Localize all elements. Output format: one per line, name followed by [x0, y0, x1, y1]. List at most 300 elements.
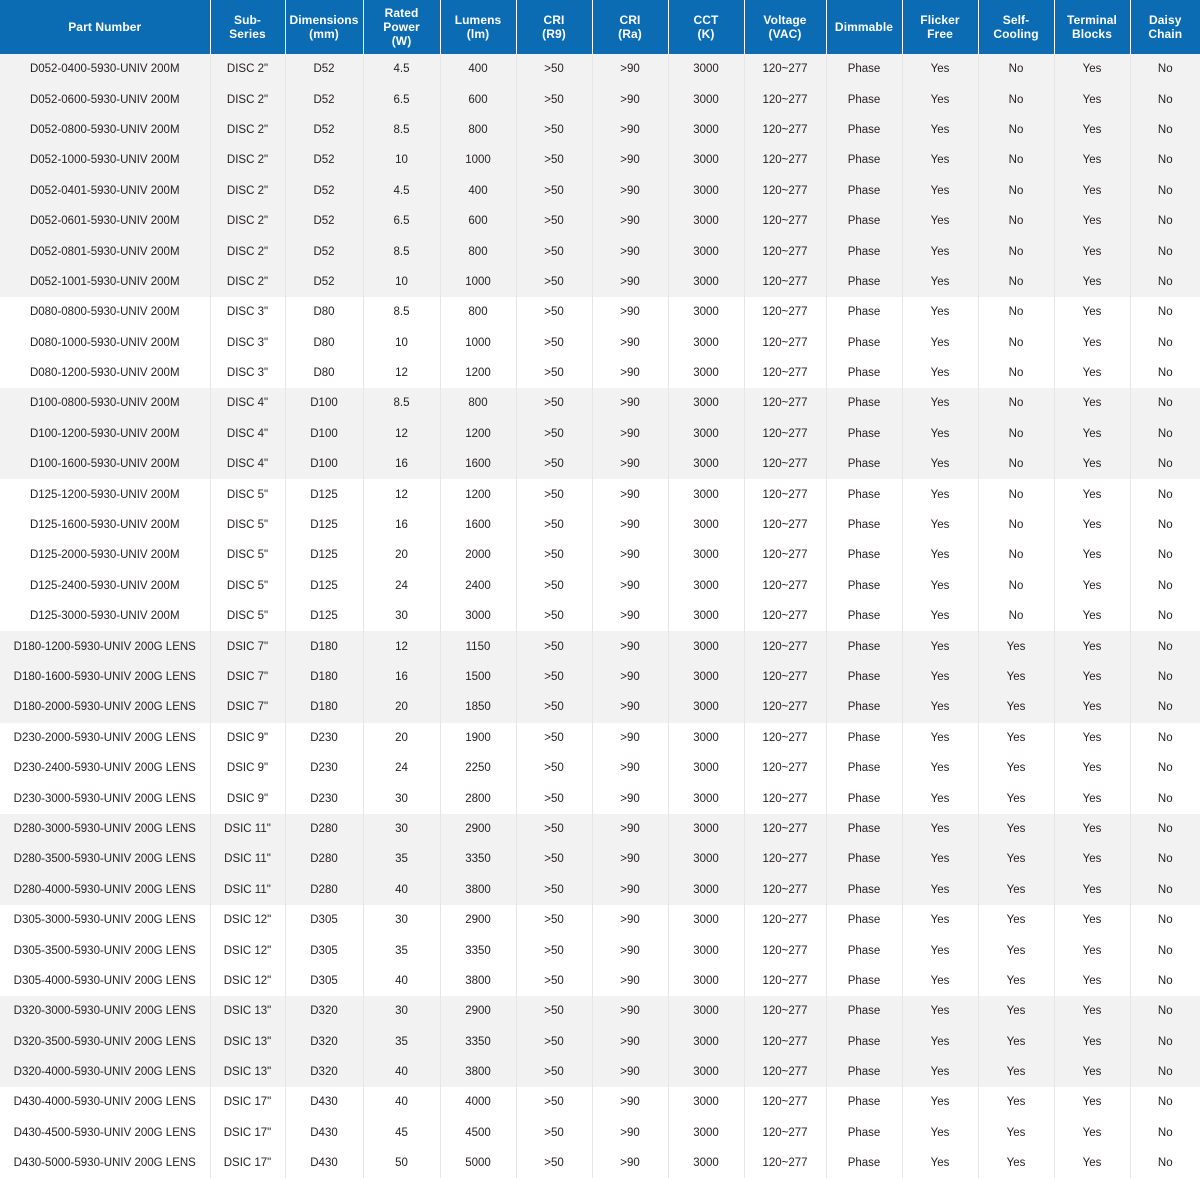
- column-header-cct[interactable]: [668, 0, 744, 54]
- cell-dimmable: Phase: [826, 966, 902, 996]
- cell-lumens: 3350: [440, 1027, 516, 1057]
- cell-lumens: 1150: [440, 631, 516, 661]
- cell-lumens: 3000: [440, 601, 516, 631]
- cell-part_number: D180-1600-5930-UNIV 200G LENS: [0, 662, 210, 692]
- cell-self_cooling: Yes: [978, 996, 1054, 1026]
- cell-daisy_chain: No: [1130, 479, 1200, 509]
- table-row[interactable]: [0, 84, 1200, 114]
- cell-dimmable: Phase: [826, 54, 902, 84]
- cell-dimensions: D52: [285, 176, 363, 206]
- cell-sub_series: DISC 3": [210, 358, 285, 388]
- column-header-line: Terminal: [1067, 12, 1117, 27]
- cell-rated_power: 12: [363, 479, 440, 509]
- cell-cri_ra: >90: [592, 875, 668, 905]
- cell-dimmable: Phase: [826, 540, 902, 570]
- column-header-line: Series: [229, 27, 266, 41]
- cell-part_number: D052-0600-5930-UNIV 200M: [0, 84, 210, 114]
- cell-daisy_chain: No: [1130, 571, 1200, 601]
- cell-daisy_chain: No: [1130, 601, 1200, 631]
- cell-terminal_blocks: Yes: [1054, 631, 1130, 661]
- cell-cri_r9: >50: [516, 1087, 592, 1117]
- cell-dimensions: D230: [285, 753, 363, 783]
- column-header-line: Power: [383, 19, 420, 34]
- cell-rated_power: 45: [363, 1118, 440, 1148]
- cell-flicker_free: Yes: [902, 966, 978, 996]
- cell-terminal_blocks: Yes: [1054, 662, 1130, 692]
- column-header-cri_ra[interactable]: [592, 0, 668, 54]
- cell-terminal_blocks: Yes: [1054, 753, 1130, 783]
- cell-cri_ra: >90: [592, 601, 668, 631]
- cell-terminal_blocks: Yes: [1054, 328, 1130, 358]
- cell-terminal_blocks: Yes: [1054, 176, 1130, 206]
- table-row[interactable]: [0, 297, 1200, 327]
- cell-lumens: 2900: [440, 996, 516, 1026]
- cell-part_number: D280-3000-5930-UNIV 200G LENS: [0, 814, 210, 844]
- table-row[interactable]: [0, 358, 1200, 388]
- cell-sub_series: DSIC 7": [210, 662, 285, 692]
- cell-self_cooling: No: [978, 176, 1054, 206]
- cell-flicker_free: Yes: [902, 358, 978, 388]
- cell-sub_series: DSIC 12": [210, 935, 285, 965]
- table-row[interactable]: [0, 510, 1200, 540]
- cell-cri_r9: >50: [516, 966, 592, 996]
- cell-cct: 3000: [668, 1027, 744, 1057]
- cell-voltage: 120~277: [744, 1057, 826, 1087]
- column-header-part_number[interactable]: [0, 0, 210, 54]
- table-row[interactable]: [0, 54, 1200, 84]
- cell-dimmable: Phase: [826, 875, 902, 905]
- cell-cri_r9: >50: [516, 358, 592, 388]
- cell-voltage: 120~277: [744, 783, 826, 813]
- cell-daisy_chain: No: [1130, 935, 1200, 965]
- cell-self_cooling: No: [978, 54, 1054, 84]
- cell-flicker_free: Yes: [902, 905, 978, 935]
- column-header-lumens[interactable]: [440, 0, 516, 54]
- cell-sub_series: DISC 3": [210, 328, 285, 358]
- cell-cct: 3000: [668, 631, 744, 661]
- cell-self_cooling: No: [978, 328, 1054, 358]
- cell-dimmable: Phase: [826, 783, 902, 813]
- cell-cri_ra: >90: [592, 1118, 668, 1148]
- cell-cri_ra: >90: [592, 176, 668, 206]
- cell-lumens: 3350: [440, 935, 516, 965]
- table-row[interactable]: [0, 631, 1200, 661]
- cell-terminal_blocks: Yes: [1054, 510, 1130, 540]
- cell-cri_r9: >50: [516, 540, 592, 570]
- column-header-line: Dimmable: [834, 19, 894, 34]
- column-header-dimensions[interactable]: [285, 0, 363, 54]
- cell-terminal_blocks: Yes: [1054, 1027, 1130, 1057]
- cell-part_number: D125-2400-5930-UNIV 200M: [0, 571, 210, 601]
- cell-lumens: 1000: [440, 328, 516, 358]
- cell-dimensions: D80: [285, 328, 363, 358]
- cell-flicker_free: Yes: [902, 267, 978, 297]
- cell-self_cooling: Yes: [978, 723, 1054, 753]
- cell-cri_r9: >50: [516, 723, 592, 753]
- cell-daisy_chain: No: [1130, 875, 1200, 905]
- cell-flicker_free: Yes: [902, 1118, 978, 1148]
- cell-cct: 3000: [668, 479, 744, 509]
- table-row[interactable]: [0, 905, 1200, 935]
- cell-flicker_free: Yes: [902, 875, 978, 905]
- table-row[interactable]: [0, 388, 1200, 418]
- cell-flicker_free: Yes: [902, 1027, 978, 1057]
- cell-part_number: D280-4000-5930-UNIV 200G LENS: [0, 875, 210, 905]
- cell-terminal_blocks: Yes: [1054, 297, 1130, 327]
- column-header-flicker_free[interactable]: [902, 0, 978, 54]
- cell-cri_r9: >50: [516, 267, 592, 297]
- cell-cri_ra: >90: [592, 145, 668, 175]
- cell-daisy_chain: No: [1130, 145, 1200, 175]
- table-row[interactable]: [0, 449, 1200, 479]
- cell-self_cooling: Yes: [978, 844, 1054, 874]
- cell-cct: 3000: [668, 1148, 744, 1178]
- cell-rated_power: 6.5: [363, 84, 440, 114]
- cell-rated_power: 8.5: [363, 115, 440, 145]
- table-row[interactable]: [0, 206, 1200, 236]
- cell-cri_ra: >90: [592, 631, 668, 661]
- cell-cct: 3000: [668, 358, 744, 388]
- table-row[interactable]: [0, 601, 1200, 631]
- cell-dimmable: Phase: [826, 631, 902, 661]
- cell-dimmable: Phase: [826, 176, 902, 206]
- cell-voltage: 120~277: [744, 571, 826, 601]
- cell-part_number: D080-0800-5930-UNIV 200M: [0, 297, 210, 327]
- cell-sub_series: DSIC 9": [210, 783, 285, 813]
- cell-part_number: D305-3500-5930-UNIV 200G LENS: [0, 935, 210, 965]
- cell-sub_series: DSIC 9": [210, 723, 285, 753]
- cell-voltage: 120~277: [744, 358, 826, 388]
- cell-terminal_blocks: Yes: [1054, 844, 1130, 874]
- table-row[interactable]: [0, 328, 1200, 358]
- table-row[interactable]: [0, 267, 1200, 297]
- table-row[interactable]: [0, 145, 1200, 175]
- cell-self_cooling: No: [978, 236, 1054, 266]
- cell-dimmable: Phase: [826, 814, 902, 844]
- cell-dimmable: Phase: [826, 723, 902, 753]
- cell-self_cooling: No: [978, 601, 1054, 631]
- cell-terminal_blocks: Yes: [1054, 206, 1130, 236]
- cell-rated_power: 24: [363, 753, 440, 783]
- cell-cct: 3000: [668, 723, 744, 753]
- table-row[interactable]: [0, 1148, 1200, 1178]
- cell-dimmable: Phase: [826, 419, 902, 449]
- column-header-voltage[interactable]: [744, 0, 826, 54]
- cell-cct: 3000: [668, 267, 744, 297]
- cell-lumens: 1850: [440, 692, 516, 722]
- table-row[interactable]: [0, 723, 1200, 753]
- cell-daisy_chain: No: [1130, 540, 1200, 570]
- cell-dimmable: Phase: [826, 662, 902, 692]
- cell-flicker_free: Yes: [902, 631, 978, 661]
- cell-dimensions: D430: [285, 1148, 363, 1178]
- cell-lumens: 800: [440, 115, 516, 145]
- cell-rated_power: 30: [363, 905, 440, 935]
- cell-cct: 3000: [668, 297, 744, 327]
- cell-daisy_chain: No: [1130, 692, 1200, 722]
- cell-flicker_free: Yes: [902, 783, 978, 813]
- table-row[interactable]: [0, 935, 1200, 965]
- cell-voltage: 120~277: [744, 692, 826, 722]
- column-header-rated_power[interactable]: [363, 0, 440, 54]
- cell-rated_power: 40: [363, 966, 440, 996]
- cell-cri_r9: >50: [516, 419, 592, 449]
- table-row[interactable]: [0, 571, 1200, 601]
- cell-daisy_chain: No: [1130, 84, 1200, 114]
- cell-sub_series: DISC 4": [210, 419, 285, 449]
- cell-sub_series: DISC 2": [210, 267, 285, 297]
- cell-lumens: 4500: [440, 1118, 516, 1148]
- cell-dimensions: D280: [285, 875, 363, 905]
- table-row[interactable]: [0, 176, 1200, 206]
- table-row[interactable]: [0, 1118, 1200, 1148]
- cell-dimensions: D52: [285, 267, 363, 297]
- cell-cri_ra: >90: [592, 206, 668, 236]
- cell-cri_r9: >50: [516, 601, 592, 631]
- cell-self_cooling: Yes: [978, 814, 1054, 844]
- column-header-line: Daisy: [1148, 12, 1182, 27]
- cell-daisy_chain: No: [1130, 844, 1200, 874]
- cell-cri_ra: >90: [592, 54, 668, 84]
- cell-voltage: 120~277: [744, 176, 826, 206]
- cell-sub_series: DISC 4": [210, 388, 285, 418]
- cell-self_cooling: Yes: [978, 783, 1054, 813]
- cell-rated_power: 40: [363, 1087, 440, 1117]
- table-row[interactable]: [0, 1027, 1200, 1057]
- cell-voltage: 120~277: [744, 115, 826, 145]
- cell-lumens: 600: [440, 206, 516, 236]
- cell-lumens: 400: [440, 54, 516, 84]
- cell-cri_r9: >50: [516, 1027, 592, 1057]
- cell-cct: 3000: [668, 844, 744, 874]
- cell-cct: 3000: [668, 935, 744, 965]
- cell-dimensions: D125: [285, 601, 363, 631]
- column-header-dimmable[interactable]: [826, 0, 902, 54]
- cell-flicker_free: Yes: [902, 723, 978, 753]
- cell-part_number: D080-1200-5930-UNIV 200M: [0, 358, 210, 388]
- cell-dimmable: Phase: [826, 692, 902, 722]
- table-row[interactable]: [0, 115, 1200, 145]
- cell-sub_series: DISC 5": [210, 601, 285, 631]
- cell-flicker_free: Yes: [902, 692, 978, 722]
- cell-flicker_free: Yes: [902, 236, 978, 266]
- cell-self_cooling: Yes: [978, 905, 1054, 935]
- cell-part_number: D320-3500-5930-UNIV 200G LENS: [0, 1027, 210, 1057]
- cell-terminal_blocks: Yes: [1054, 905, 1130, 935]
- cell-flicker_free: Yes: [902, 115, 978, 145]
- table-row[interactable]: [0, 236, 1200, 266]
- cell-lumens: 2250: [440, 753, 516, 783]
- cell-rated_power: 40: [363, 875, 440, 905]
- cell-cct: 3000: [668, 571, 744, 601]
- cell-part_number: D230-3000-5930-UNIV 200G LENS: [0, 783, 210, 813]
- cell-dimensions: D305: [285, 935, 363, 965]
- cell-lumens: 2000: [440, 540, 516, 570]
- cell-cri_r9: >50: [516, 297, 592, 327]
- column-header-line: Dimensions: [289, 12, 359, 27]
- table-header: [0, 0, 1200, 54]
- cell-cri_ra: >90: [592, 449, 668, 479]
- cell-flicker_free: Yes: [902, 297, 978, 327]
- table-row[interactable]: [0, 479, 1200, 509]
- cell-part_number: D052-0601-5930-UNIV 200M: [0, 206, 210, 236]
- cell-self_cooling: Yes: [978, 753, 1054, 783]
- cell-terminal_blocks: Yes: [1054, 419, 1130, 449]
- cell-part_number: D052-1000-5930-UNIV 200M: [0, 145, 210, 175]
- column-header-line: CRI: [619, 12, 641, 27]
- table-row[interactable]: [0, 814, 1200, 844]
- cell-cri_ra: >90: [592, 236, 668, 266]
- cell-cri_ra: >90: [592, 935, 668, 965]
- cell-cri_ra: >90: [592, 510, 668, 540]
- cell-sub_series: DSIC 7": [210, 692, 285, 722]
- cell-flicker_free: Yes: [902, 935, 978, 965]
- cell-lumens: 1500: [440, 662, 516, 692]
- cell-dimensions: D125: [285, 571, 363, 601]
- cell-dimensions: D430: [285, 1118, 363, 1148]
- cell-terminal_blocks: Yes: [1054, 601, 1130, 631]
- cell-part_number: D430-4000-5930-UNIV 200G LENS: [0, 1087, 210, 1117]
- table-row[interactable]: [0, 783, 1200, 813]
- cell-sub_series: DISC 2": [210, 115, 285, 145]
- cell-dimmable: Phase: [826, 115, 902, 145]
- cell-self_cooling: Yes: [978, 1118, 1054, 1148]
- column-header-self_cooling[interactable]: [978, 0, 1054, 54]
- cell-daisy_chain: No: [1130, 176, 1200, 206]
- cell-lumens: 1000: [440, 267, 516, 297]
- cell-rated_power: 12: [363, 419, 440, 449]
- table-row[interactable]: [0, 753, 1200, 783]
- cell-sub_series: DISC 4": [210, 449, 285, 479]
- cell-terminal_blocks: Yes: [1054, 875, 1130, 905]
- cell-dimmable: Phase: [826, 571, 902, 601]
- cell-lumens: 1600: [440, 449, 516, 479]
- cell-sub_series: DISC 2": [210, 145, 285, 175]
- table-row[interactable]: [0, 966, 1200, 996]
- cell-sub_series: DSIC 11": [210, 875, 285, 905]
- cell-sub_series: DSIC 12": [210, 966, 285, 996]
- cell-voltage: 120~277: [744, 844, 826, 874]
- cell-voltage: 120~277: [744, 449, 826, 479]
- cell-dimensions: D125: [285, 479, 363, 509]
- cell-terminal_blocks: Yes: [1054, 1087, 1130, 1117]
- cell-part_number: D052-0401-5930-UNIV 200M: [0, 176, 210, 206]
- cell-voltage: 120~277: [744, 753, 826, 783]
- column-header-line: (VAC): [768, 27, 802, 41]
- column-header-line: Flicker: [920, 12, 960, 27]
- table-row[interactable]: [0, 540, 1200, 570]
- cell-lumens: 800: [440, 297, 516, 327]
- cell-daisy_chain: No: [1130, 358, 1200, 388]
- cell-cri_ra: >90: [592, 966, 668, 996]
- cell-cri_ra: >90: [592, 84, 668, 114]
- column-header-line: (lm): [466, 27, 490, 41]
- cell-rated_power: 30: [363, 601, 440, 631]
- column-header-line: CRI: [543, 12, 565, 27]
- cell-part_number: D100-1200-5930-UNIV 200M: [0, 419, 210, 449]
- cell-dimmable: Phase: [826, 479, 902, 509]
- cell-cct: 3000: [668, 966, 744, 996]
- table-row[interactable]: [0, 875, 1200, 905]
- column-header-cri_r9[interactable]: [516, 0, 592, 54]
- cell-daisy_chain: No: [1130, 267, 1200, 297]
- cell-rated_power: 30: [363, 783, 440, 813]
- cell-cct: 3000: [668, 449, 744, 479]
- column-header-line: Self-: [1002, 12, 1030, 27]
- cell-sub_series: DISC 2": [210, 176, 285, 206]
- cell-cct: 3000: [668, 236, 744, 266]
- table-row[interactable]: [0, 996, 1200, 1026]
- cell-lumens: 3350: [440, 844, 516, 874]
- cell-cri_r9: >50: [516, 875, 592, 905]
- cell-cri_r9: >50: [516, 176, 592, 206]
- table-row[interactable]: [0, 662, 1200, 692]
- cell-cri_ra: >90: [592, 996, 668, 1026]
- table-row[interactable]: [0, 1057, 1200, 1087]
- cell-cri_ra: >90: [592, 1148, 668, 1178]
- cell-voltage: 120~277: [744, 328, 826, 358]
- cell-dimensions: D280: [285, 814, 363, 844]
- cell-lumens: 4000: [440, 1087, 516, 1117]
- cell-cri_r9: >50: [516, 692, 592, 722]
- cell-voltage: 120~277: [744, 1148, 826, 1178]
- cell-terminal_blocks: Yes: [1054, 1118, 1130, 1148]
- cell-sub_series: DISC 2": [210, 84, 285, 114]
- cell-terminal_blocks: Yes: [1054, 966, 1130, 996]
- cell-cct: 3000: [668, 510, 744, 540]
- cell-cct: 3000: [668, 875, 744, 905]
- cell-voltage: 120~277: [744, 1087, 826, 1117]
- table-row[interactable]: [0, 1087, 1200, 1117]
- cell-rated_power: 4.5: [363, 54, 440, 84]
- cell-daisy_chain: No: [1130, 236, 1200, 266]
- table-row[interactable]: [0, 844, 1200, 874]
- cell-sub_series: DSIC 13": [210, 1057, 285, 1087]
- cell-cri_r9: >50: [516, 84, 592, 114]
- cell-part_number: D125-3000-5930-UNIV 200M: [0, 601, 210, 631]
- column-header-line: (K): [697, 27, 715, 41]
- cell-part_number: D052-0800-5930-UNIV 200M: [0, 115, 210, 145]
- column-header-line: Chain: [1148, 27, 1183, 41]
- cell-voltage: 120~277: [744, 935, 826, 965]
- cell-part_number: D180-1200-5930-UNIV 200G LENS: [0, 631, 210, 661]
- column-header-line: Blocks: [1072, 27, 1112, 41]
- table-row[interactable]: [0, 692, 1200, 722]
- cell-flicker_free: Yes: [902, 145, 978, 175]
- cell-dimmable: Phase: [826, 1027, 902, 1057]
- cell-lumens: 1200: [440, 479, 516, 509]
- cell-dimmable: Phase: [826, 449, 902, 479]
- cell-sub_series: DISC 5": [210, 479, 285, 509]
- cell-daisy_chain: No: [1130, 449, 1200, 479]
- cell-dimensions: D125: [285, 540, 363, 570]
- cell-terminal_blocks: Yes: [1054, 388, 1130, 418]
- cell-rated_power: 10: [363, 328, 440, 358]
- column-header-terminal_blocks[interactable]: [1054, 0, 1130, 54]
- cell-dimmable: Phase: [826, 1118, 902, 1148]
- table-row[interactable]: [0, 419, 1200, 449]
- cell-part_number: D100-1600-5930-UNIV 200M: [0, 449, 210, 479]
- column-header-sub_series[interactable]: [210, 0, 285, 54]
- cell-flicker_free: Yes: [902, 54, 978, 84]
- column-header-daisy_chain[interactable]: [1130, 0, 1200, 54]
- cell-daisy_chain: No: [1130, 54, 1200, 84]
- cell-dimmable: Phase: [826, 510, 902, 540]
- cell-cri_ra: >90: [592, 662, 668, 692]
- cell-cri_r9: >50: [516, 479, 592, 509]
- cell-flicker_free: Yes: [902, 449, 978, 479]
- cell-self_cooling: Yes: [978, 875, 1054, 905]
